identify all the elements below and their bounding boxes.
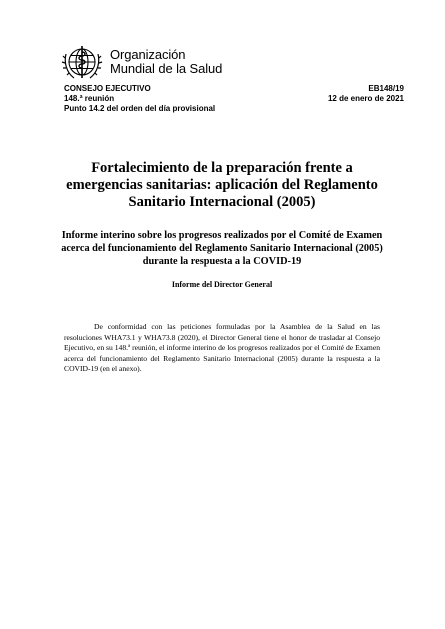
document-code: EB148/19	[368, 84, 404, 93]
organization-name-line1: Organización	[110, 47, 186, 62]
meta-right-block	[328, 84, 404, 104]
session-number: 148.ª reunión	[64, 94, 115, 103]
meta-left-block	[64, 84, 215, 114]
document-title: Fortalecimiento de la preparación frente a emergencias sanitarias: aplicación del Reglamento Sanitario Internacional (2005)	[66, 160, 378, 210]
organization-name	[110, 48, 222, 76]
who-logo	[60, 40, 222, 84]
agenda-item: Punto 14.2 del orden del día provisional	[64, 104, 216, 113]
document-subtitle: Informe interino sobre los progresos realizados por el Comité de Examen acerca del funcionamiento del Reglamento Sanitario Internacional (2005) durante la respuesta a la COVID-19	[61, 230, 383, 267]
report-author-line: Informe del Director General	[171, 280, 273, 289]
document-date: 12 de enero de 2021	[327, 94, 404, 103]
body-paragraph: De conformidad con las peticiones formuladas por la Asamblea de la Salud en las resoluciones WHA73.1 y WHA73.8 (2020), el Director General tiene el honor de trasladar al Consejo Ejecutivo, en su 148.ª reunión, el informe interino de los progresos realizados por el Comité de Examen acerca del funcionamiento del Reglamento Sanitario Internacional (2005) durante la respuesta a la COVID-19 (en el anexo).	[64, 322, 380, 373]
council-name: CONSEJO EJECUTIVO	[64, 84, 151, 93]
who-emblem-icon	[60, 40, 104, 84]
organization-name-line2: Mundial de la Salud	[110, 61, 223, 76]
